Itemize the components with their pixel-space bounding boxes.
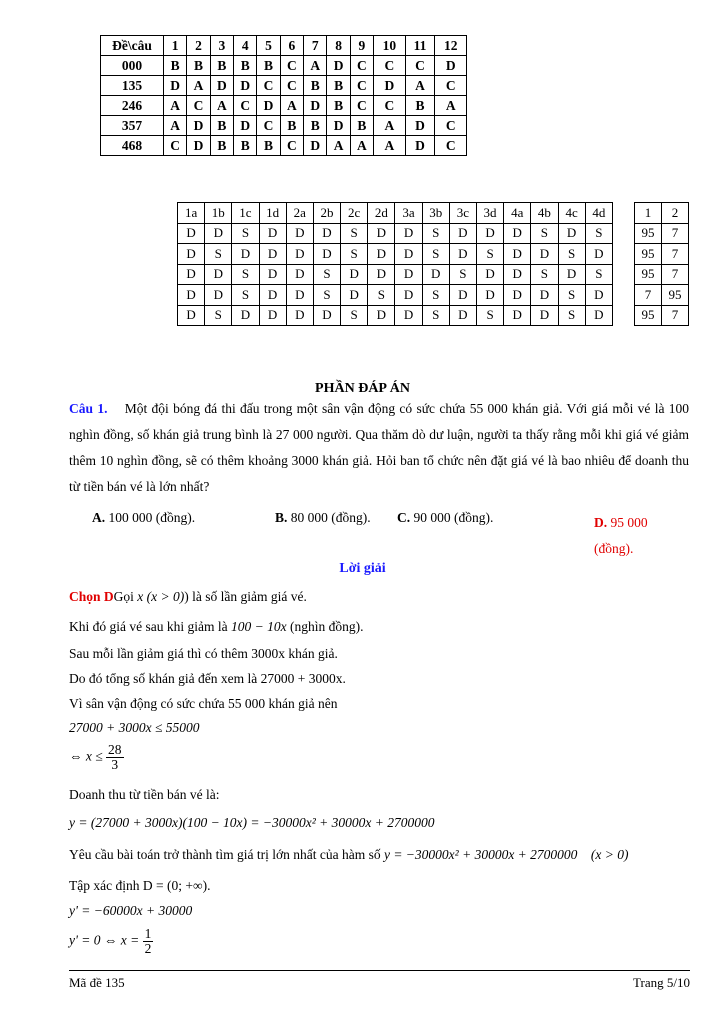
mc-key-cell: A — [405, 76, 435, 96]
mc-key-cell: Đề\câu — [101, 36, 164, 56]
tf-key-cell: D — [504, 305, 531, 326]
tf-key-cell: D — [178, 264, 205, 285]
tf-key-cell: 3a — [395, 203, 422, 224]
mc-key-cell: B — [350, 116, 373, 136]
tf-key-cell: D — [504, 264, 531, 285]
mc-key-cell: D — [435, 56, 467, 76]
tf-key-cell: S — [341, 305, 368, 326]
tf-key-cell: D — [286, 264, 313, 285]
section-title: PHẦN ĐÁP ÁN — [315, 381, 410, 396]
mc-key-cell: D — [234, 116, 257, 136]
solution-line-5: Vì sân vận động có sức chứa 55 000 khán giả nên — [69, 696, 338, 711]
tf-key-cell: D — [259, 223, 286, 244]
mc-key-cell: 1 — [164, 36, 187, 56]
answer-key-table-true-false — [177, 202, 613, 326]
tf-key-cell: D — [449, 285, 476, 306]
mc-key-cell: 12 — [435, 36, 467, 56]
mc-key-cell: C — [187, 96, 210, 116]
mc-key-cell: C — [405, 56, 435, 76]
solution-line-12: y' = −60000x + 30000 — [69, 903, 193, 918]
tf-key-cell: 2c — [341, 203, 368, 224]
mc-key-cell: C — [257, 76, 280, 96]
tf-key-cell: D — [259, 305, 286, 326]
mc-key-cell: B — [280, 116, 303, 136]
solution-line-3: Sau mỗi lần giảm giá thì có thêm 3000x khán giả. — [69, 646, 338, 661]
tf-key-cell: D — [585, 244, 612, 265]
mc-key-cell: C — [435, 116, 467, 136]
mc-key-cell: 9 — [350, 36, 373, 56]
tf-key-cell: 4b — [531, 203, 558, 224]
mc-key-cell: C — [374, 56, 405, 76]
mc-key-cell: C — [435, 136, 467, 156]
tf-key-cell: D — [395, 305, 422, 326]
mc-key-cell: 000 — [101, 56, 164, 76]
mc-key-cell: C — [280, 76, 303, 96]
sa-key-cell: 95 — [635, 244, 662, 265]
answer-key-table-multiple-choice — [100, 35, 467, 156]
tf-key-cell: S — [558, 244, 585, 265]
tf-key-cell: D — [558, 223, 585, 244]
mc-key-row — [101, 116, 467, 136]
tf-key-cell: D — [449, 223, 476, 244]
tf-key-cell: D — [259, 285, 286, 306]
tf-key-cell: 1d — [259, 203, 286, 224]
tf-key-cell: D — [205, 285, 232, 306]
tf-key-cell: D — [313, 305, 340, 326]
tf-key-cell: 3b — [422, 203, 449, 224]
mc-key-cell: 5 — [257, 36, 280, 56]
tf-key-cell: S — [585, 264, 612, 285]
tf-key-cell: D — [178, 305, 205, 326]
tf-key-cell: D — [232, 244, 259, 265]
tf-key-cell: S — [476, 305, 503, 326]
tf-key-cell: D — [585, 285, 612, 306]
mc-key-cell: 7 — [304, 36, 327, 56]
tf-key-cell: S — [558, 305, 585, 326]
option-b: B. 80 000 (đồng). — [275, 510, 371, 525]
mc-key-cell: B — [304, 76, 327, 96]
tf-key-cell: S — [232, 223, 259, 244]
mc-key-cell: 357 — [101, 116, 164, 136]
solution-line-4: Do đó tổng số khán giả đến xem là 27000 + 3000x. — [69, 671, 346, 686]
question-label: Câu 1. — [69, 401, 108, 416]
tf-key-cell: D — [368, 305, 395, 326]
mc-key-row — [101, 136, 467, 156]
sa-key-cell: 7 — [662, 305, 689, 326]
tf-key-cell: D — [531, 244, 558, 265]
mc-key-cell: B — [164, 56, 187, 76]
mc-key-cell: A — [187, 76, 210, 96]
tf-key-cell: D — [286, 223, 313, 244]
option-a: A. 100 000 (đồng). — [92, 510, 196, 525]
mc-key-row — [101, 56, 467, 76]
tf-key-cell: D — [313, 244, 340, 265]
tf-key-cell: D — [259, 244, 286, 265]
footer-exam-code: Mã đề 135 — [69, 975, 125, 990]
mc-key-cell: D — [304, 96, 327, 116]
mc-key-cell: B — [257, 136, 280, 156]
mc-key-cell: A — [304, 56, 327, 76]
solution-line-6: 27000 + 3000x ≤ 55000 — [69, 720, 200, 735]
mc-key-cell: D — [304, 136, 327, 156]
mc-key-cell: D — [374, 76, 405, 96]
tf-key-cell: 1a — [178, 203, 205, 224]
mc-key-cell: 3 — [210, 36, 233, 56]
sa-key-cell: 7 — [662, 223, 689, 244]
solution-line-10: Yêu cầu bài toán trở thành tìm giá trị lớn nhất của hàm số y = −30000x² + 30000x + 2700000 (x > 0) — [69, 847, 629, 862]
mc-key-cell: D — [234, 76, 257, 96]
mc-key-cell: A — [280, 96, 303, 116]
mc-key-cell: B — [327, 76, 350, 96]
solution-line-7: ⇔ x ≤ $\frac{28}{3}$ — [69, 742, 122, 772]
tf-key-cell: D — [476, 223, 503, 244]
sa-key-header-row — [635, 203, 689, 224]
tf-key-cell: S — [449, 264, 476, 285]
tf-key-cell: 1b — [205, 203, 232, 224]
sa-key-row — [635, 285, 689, 306]
mc-key-cell: C — [350, 96, 373, 116]
mc-key-cell: C — [234, 96, 257, 116]
sa-key-cell: 95 — [635, 305, 662, 326]
mc-key-cell: A — [374, 116, 405, 136]
mc-key-cell: 135 — [101, 76, 164, 96]
tf-key-cell: D — [531, 285, 558, 306]
mc-key-cell: B — [327, 96, 350, 116]
mc-key-cell: D — [327, 116, 350, 136]
mc-key-cell: A — [164, 96, 187, 116]
tf-key-cell: D — [178, 223, 205, 244]
mc-key-row — [101, 96, 467, 116]
sa-key-row — [635, 305, 689, 326]
mc-key-cell: D — [187, 116, 210, 136]
option-c: C. 90 000 (đồng). — [397, 510, 494, 525]
mc-key-cell: B — [405, 96, 435, 116]
mc-key-cell: D — [164, 76, 187, 96]
tf-key-header-row — [178, 203, 613, 224]
sa-key-cell: 95 — [635, 223, 662, 244]
tf-key-cell: S — [531, 223, 558, 244]
tf-key-cell: D — [313, 223, 340, 244]
tf-key-cell: D — [178, 244, 205, 265]
solution-line-13: y' = 0 ⇔ x = $\frac{1}{2}$ — [69, 926, 152, 956]
mc-key-cell: 246 — [101, 96, 164, 116]
tf-key-cell: 2d — [368, 203, 395, 224]
sa-key-row — [635, 264, 689, 285]
mc-key-cell: A — [327, 136, 350, 156]
mc-key-cell: 11 — [405, 36, 435, 56]
tf-key-cell: S — [368, 285, 395, 306]
footer-divider — [69, 970, 690, 971]
tf-key-cell: S — [205, 244, 232, 265]
tf-key-cell: S — [558, 285, 585, 306]
mc-key-cell: B — [210, 116, 233, 136]
tf-key-cell: D — [476, 264, 503, 285]
tf-key-row — [178, 305, 613, 326]
tf-key-cell: D — [504, 285, 531, 306]
mc-key-cell: C — [257, 116, 280, 136]
sa-key-cell: 95 — [635, 264, 662, 285]
sa-key-row — [635, 223, 689, 244]
tf-key-cell: D — [232, 305, 259, 326]
tf-key-cell: 4a — [504, 203, 531, 224]
mc-key-cell: A — [210, 96, 233, 116]
tf-key-cell: D — [395, 223, 422, 244]
answer-key-table-short-answer — [634, 202, 689, 326]
tf-key-cell: S — [585, 223, 612, 244]
sa-key-cell: 7 — [662, 264, 689, 285]
tf-key-cell: D — [504, 223, 531, 244]
tf-key-row — [178, 285, 613, 306]
mc-key-cell: B — [187, 56, 210, 76]
tf-key-cell: D — [368, 264, 395, 285]
tf-key-cell: S — [232, 264, 259, 285]
tf-key-cell: D — [205, 223, 232, 244]
tf-key-cell: D — [449, 305, 476, 326]
tf-key-cell: 4c — [558, 203, 585, 224]
tf-key-cell: D — [341, 285, 368, 306]
mc-key-cell: C — [435, 76, 467, 96]
solution-line-1: Chọn DGọi x (x > 0)) là số lần giảm giá vé. — [69, 589, 307, 604]
tf-key-cell: D — [558, 264, 585, 285]
sa-key-row — [635, 244, 689, 265]
question-text — [69, 396, 689, 500]
tf-key-cell: D — [286, 244, 313, 265]
solution-heading: Lời giải — [339, 561, 386, 576]
tf-key-cell: S — [476, 244, 503, 265]
sa-key-cell: 7 — [635, 285, 662, 306]
mc-key-cell: B — [234, 136, 257, 156]
mc-key-cell: B — [210, 56, 233, 76]
tf-key-cell: 3c — [449, 203, 476, 224]
solution-line-11: Tập xác định D = (0; +∞). — [69, 878, 211, 893]
mc-key-cell: A — [374, 136, 405, 156]
mc-key-cell: C — [350, 56, 373, 76]
tf-key-cell: S — [422, 223, 449, 244]
mc-key-cell: A — [164, 116, 187, 136]
tf-key-cell: S — [422, 285, 449, 306]
tf-key-cell: D — [449, 244, 476, 265]
sa-key-cell: 2 — [662, 203, 689, 224]
tf-key-cell: S — [341, 223, 368, 244]
tf-key-cell: D — [368, 223, 395, 244]
mc-key-cell: D — [210, 76, 233, 96]
mc-key-cell: C — [280, 136, 303, 156]
mc-key-cell: 4 — [234, 36, 257, 56]
tf-key-cell: D — [341, 264, 368, 285]
mc-key-cell: 8 — [327, 36, 350, 56]
mc-key-cell: D — [327, 56, 350, 76]
tf-key-cell: 4d — [585, 203, 612, 224]
option-d: D. 95 000 (đồng). — [594, 515, 648, 556]
mc-key-cell: C — [350, 76, 373, 96]
tf-key-cell: D — [531, 305, 558, 326]
mc-key-row — [101, 76, 467, 96]
fraction-28-3: $\frac{28}{3}$ — [108, 742, 122, 772]
tf-key-cell: S — [341, 244, 368, 265]
tf-key-cell: D — [585, 305, 612, 326]
tf-key-cell: D — [395, 264, 422, 285]
tf-key-cell: D — [476, 285, 503, 306]
mc-key-cell: B — [304, 116, 327, 136]
tf-key-cell: 2b — [313, 203, 340, 224]
tf-key-cell: D — [286, 305, 313, 326]
tf-key-cell: S — [313, 264, 340, 285]
tf-key-row — [178, 223, 613, 244]
tf-key-cell: 3d — [476, 203, 503, 224]
tf-key-row — [178, 244, 613, 265]
mc-key-cell: D — [405, 136, 435, 156]
tf-key-cell: D — [259, 264, 286, 285]
tf-key-cell: D — [504, 244, 531, 265]
solution-line-8: Doanh thu từ tiền bán vé là: — [69, 787, 220, 802]
mc-key-cell: B — [257, 56, 280, 76]
sa-key-cell: 1 — [635, 203, 662, 224]
mc-key-cell: B — [234, 56, 257, 76]
tf-key-cell: D — [368, 244, 395, 265]
fraction-1-2: $\frac{1}{2}$ — [144, 926, 152, 956]
mc-key-cell: D — [187, 136, 210, 156]
tf-key-cell: S — [531, 264, 558, 285]
tf-key-cell: S — [205, 305, 232, 326]
tf-key-cell: D — [178, 285, 205, 306]
mc-key-cell: 2 — [187, 36, 210, 56]
solution-line-2: Khi đó giá vé sau khi giảm là 100 − 10x (nghìn đồng). — [69, 619, 364, 634]
solution-line-9: y = (27000 + 3000x)(100 − 10x) = −30000x² + 30000x + 2700000 — [69, 815, 435, 830]
mc-key-cell: B — [210, 136, 233, 156]
footer-page-number: Trang 5/10 — [633, 975, 690, 990]
tf-key-cell: D — [422, 264, 449, 285]
mc-key-cell: C — [280, 56, 303, 76]
mc-key-cell: C — [374, 96, 405, 116]
mc-key-cell: D — [257, 96, 280, 116]
tf-key-row — [178, 264, 613, 285]
sa-key-cell: 95 — [662, 285, 689, 306]
tf-key-cell: S — [422, 244, 449, 265]
mc-key-header-row — [101, 36, 467, 56]
sa-key-cell: 7 — [662, 244, 689, 265]
tf-key-cell: D — [395, 244, 422, 265]
tf-key-cell: 1c — [232, 203, 259, 224]
mc-key-cell: A — [435, 96, 467, 116]
mc-key-cell: 6 — [280, 36, 303, 56]
tf-key-cell: 2a — [286, 203, 313, 224]
mc-key-cell: D — [405, 116, 435, 136]
mc-key-cell: C — [164, 136, 187, 156]
tf-key-cell: D — [395, 285, 422, 306]
tf-key-cell: S — [422, 305, 449, 326]
mc-key-cell: 10 — [374, 36, 405, 56]
question-body: Một đội bóng đá thi đấu trong một sân vận động có sức chứa 55 000 khán giả. Với giá mỗi vé là 100 nghìn đồng, số khán giả trung bình là 27 000 người. Qua thăm dò dư luận, người ta thấy rằng mỗi khi giá vé giảm thêm 10 nghìn đồng, sẽ có thêm khoảng 3000 khán giả. Hỏi ban tổ chức nên đặt giá vé là bao nhiêu để doanh thu từ tiền bán vé là lớn nhất? — [69, 401, 689, 494]
tf-key-cell: D — [286, 285, 313, 306]
tf-key-cell: S — [232, 285, 259, 306]
mc-key-cell: A — [350, 136, 373, 156]
tf-key-cell: D — [205, 264, 232, 285]
tf-key-cell: S — [313, 285, 340, 306]
mc-key-cell: 468 — [101, 136, 164, 156]
